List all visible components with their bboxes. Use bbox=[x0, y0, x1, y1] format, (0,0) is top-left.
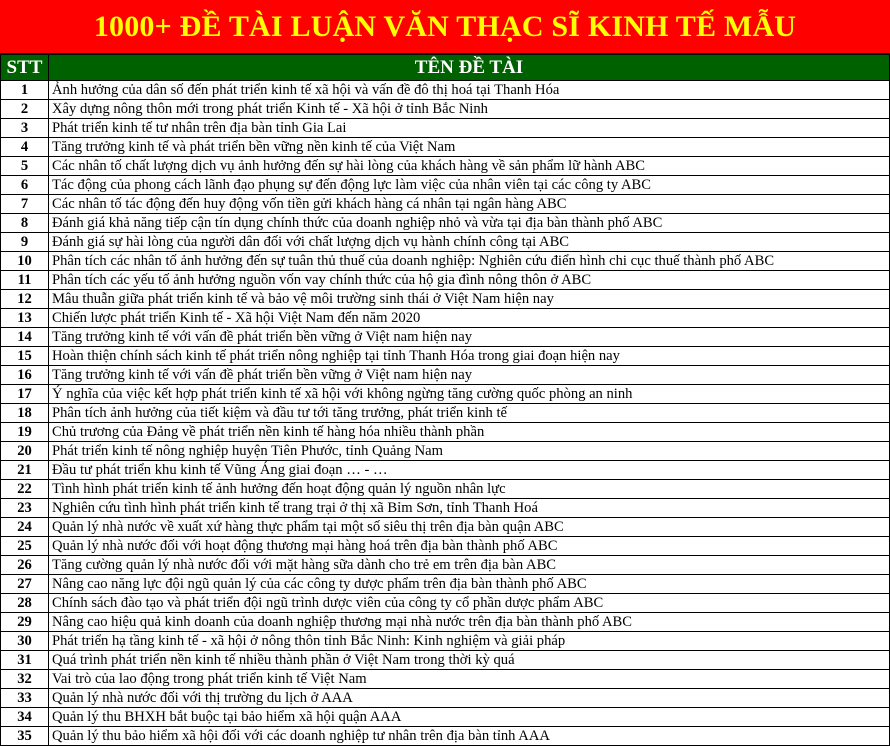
topic-title: Xây dựng nông thôn mới trong phát triển Kinh tế - Xã hội ở tỉnh Bắc Ninh bbox=[49, 100, 890, 119]
row-number: 34 bbox=[1, 708, 49, 727]
topic-title: Nghiên cứu tình hình phát triển kinh tế trang trại ở thị xã Bỉm Sơn, tỉnh Thanh Hoá bbox=[49, 499, 890, 518]
row-number: 29 bbox=[1, 613, 49, 632]
topic-title: Chủ trương của Đảng về phát triển nền kinh tế hàng hóa nhiều thành phần bbox=[49, 423, 890, 442]
topic-title: Hoàn thiện chính sách kinh tế phát triển nông nghiệp tại tỉnh Thanh Hóa trong giai đoạn hiện nay bbox=[49, 347, 890, 366]
table-row bbox=[1, 632, 890, 651]
table-row bbox=[1, 613, 890, 632]
row-number: 2 bbox=[1, 100, 49, 119]
row-number: 17 bbox=[1, 385, 49, 404]
table-row bbox=[1, 689, 890, 708]
topic-title: Tăng trưởng kinh tế và phát triển bền vững nền kinh tế của Việt Nam bbox=[49, 138, 890, 157]
row-number: 12 bbox=[1, 290, 49, 309]
topic-title: Tác động của phong cách lãnh đạo phụng sự đến động lực làm việc của nhân viên tại các công ty ABC bbox=[49, 176, 890, 195]
table-row bbox=[1, 309, 890, 328]
row-number: 28 bbox=[1, 594, 49, 613]
page-title: 1000+ ĐỀ TÀI LUẬN VĂN THẠC SĨ KINH TẾ MẪU bbox=[0, 0, 890, 54]
topic-title: Mâu thuẫn giữa phát triển kinh tế và bảo vệ môi trường sinh thái ở Việt Nam hiện nay bbox=[49, 290, 890, 309]
stt-column-header: STT bbox=[1, 55, 49, 81]
row-number: 9 bbox=[1, 233, 49, 252]
topic-title: Phân tích các yếu tố ảnh hưởng nguồn vốn vay chính thức của hộ gia đình nông thôn ở ABC bbox=[49, 271, 890, 290]
table-row bbox=[1, 214, 890, 233]
topic-title: Vai trò của lao động trong phát triển kinh tế Việt Nam bbox=[49, 670, 890, 689]
row-number: 32 bbox=[1, 670, 49, 689]
table-row bbox=[1, 271, 890, 290]
table-row bbox=[1, 404, 890, 423]
topic-title: Quản lý thu bảo hiểm xã hội đối với các doanh nghiệp tư nhân trên địa bàn tỉnh AAA bbox=[49, 727, 890, 746]
row-number: 21 bbox=[1, 461, 49, 480]
row-number: 4 bbox=[1, 138, 49, 157]
row-number: 5 bbox=[1, 157, 49, 176]
row-number: 11 bbox=[1, 271, 49, 290]
table-row bbox=[1, 100, 890, 119]
table-row bbox=[1, 442, 890, 461]
topic-title: Các nhân tố chất lượng dịch vụ ảnh hưởng đến sự hài lòng của khách hàng về sản phẩm lữ hành ABC bbox=[49, 157, 890, 176]
topic-title: Quản lý thu BHXH bắt buộc tại bảo hiểm xã hội quận AAA bbox=[49, 708, 890, 727]
table-row bbox=[1, 518, 890, 537]
topic-title: Ý nghĩa của việc kết hợp phát triển kinh tế xã hội với không ngừng tăng cường quốc phòng an ninh bbox=[49, 385, 890, 404]
topic-title: Quản lý nhà nước đối với thị trường du lịch ở AAA bbox=[49, 689, 890, 708]
topic-title: Tăng cường quản lý nhà nước đối với mặt hàng sữa dành cho trẻ em trên địa bàn ABC bbox=[49, 556, 890, 575]
row-number: 23 bbox=[1, 499, 49, 518]
topic-title: Quản lý nhà nước về xuất xứ hàng thực phẩm tại một số siêu thị trên địa bàn quận ABC bbox=[49, 518, 890, 537]
table-row bbox=[1, 81, 890, 100]
table-row bbox=[1, 347, 890, 366]
table-row bbox=[1, 537, 890, 556]
row-number: 6 bbox=[1, 176, 49, 195]
row-number: 22 bbox=[1, 480, 49, 499]
topic-title: Đánh giá khả năng tiếp cận tín dụng chính thức của doanh nghiệp nhỏ và vừa tại địa bàn thành phố ABC bbox=[49, 214, 890, 233]
row-number: 16 bbox=[1, 366, 49, 385]
row-number: 30 bbox=[1, 632, 49, 651]
topic-title: Quá trình phát triển nền kinh tế nhiều thành phần ở Việt Nam trong thời kỳ quá bbox=[49, 651, 890, 670]
topic-title: Tăng trưởng kinh tế với vấn đề phát triển bền vững ở Việt nam hiện nay bbox=[49, 328, 890, 347]
table-row bbox=[1, 176, 890, 195]
row-number: 19 bbox=[1, 423, 49, 442]
table-row bbox=[1, 461, 890, 480]
topic-title: Tình hình phát triển kinh tế ảnh hưởng đến hoạt động quản lý nguồn nhân lực bbox=[49, 480, 890, 499]
table-row bbox=[1, 575, 890, 594]
topic-title: Chính sách đào tạo và phát triển đội ngũ trình dược viên của công ty cổ phần dược phẩm ABC bbox=[49, 594, 890, 613]
row-number: 35 bbox=[1, 727, 49, 746]
topic-title: Phát triển hạ tầng kinh tế - xã hội ở nông thôn tỉnh Bắc Ninh: Kinh nghiệm và giải pháp bbox=[49, 632, 890, 651]
row-number: 7 bbox=[1, 195, 49, 214]
row-number: 27 bbox=[1, 575, 49, 594]
row-number: 3 bbox=[1, 119, 49, 138]
topic-title: Chiến lược phát triển Kinh tế - Xã hội Việt Nam đến năm 2020 bbox=[49, 309, 890, 328]
table-row bbox=[1, 423, 890, 442]
topic-title: Nâng cao năng lực đội ngũ quản lý của các công ty dược phẩm trên địa bàn thành phố ABC bbox=[49, 575, 890, 594]
topic-title: Quản lý nhà nước đối với hoạt động thương mại hàng hoá trên địa bàn thành phố ABC bbox=[49, 537, 890, 556]
row-number: 25 bbox=[1, 537, 49, 556]
row-number: 15 bbox=[1, 347, 49, 366]
topic-title: Đầu tư phát triển khu kinh tế Vũng Áng giai đoạn … - … bbox=[49, 461, 890, 480]
row-number: 14 bbox=[1, 328, 49, 347]
table-row bbox=[1, 157, 890, 176]
row-number: 18 bbox=[1, 404, 49, 423]
row-number: 24 bbox=[1, 518, 49, 537]
thesis-topics-table bbox=[0, 54, 890, 746]
row-number: 10 bbox=[1, 252, 49, 271]
topic-title: Phân tích ảnh hưởng của tiết kiệm và đầu tư tới tăng trưởng, phát triển kinh tế bbox=[49, 404, 890, 423]
row-number: 20 bbox=[1, 442, 49, 461]
title-column-header: TÊN ĐỀ TÀI bbox=[49, 55, 890, 81]
topic-title: Phân tích các nhân tố ảnh hưởng đến sự tuân thủ thuế của doanh nghiệp: Nghiên cứu điển hình chi cục thuế thành phố ABC bbox=[49, 252, 890, 271]
table-row bbox=[1, 290, 890, 309]
table-row bbox=[1, 328, 890, 347]
table-row bbox=[1, 556, 890, 575]
topic-title: Các nhân tố tác động đến huy động vốn tiền gửi khách hàng cá nhân tại ngân hàng ABC bbox=[49, 195, 890, 214]
table-row bbox=[1, 119, 890, 138]
table-row bbox=[1, 252, 890, 271]
topic-title: Phát triển kinh tế tư nhân trên địa bàn tỉnh Gia Lai bbox=[49, 119, 890, 138]
row-number: 1 bbox=[1, 81, 49, 100]
topic-title: Phát triển kinh tế nông nghiệp huyện Tiên Phước, tỉnh Quảng Nam bbox=[49, 442, 890, 461]
table-row bbox=[1, 727, 890, 746]
table-row bbox=[1, 594, 890, 613]
table-row bbox=[1, 366, 890, 385]
row-number: 13 bbox=[1, 309, 49, 328]
topic-title: Tăng trưởng kinh tế với vấn đề phát triển bền vững ở Việt nam hiện nay bbox=[49, 366, 890, 385]
row-number: 33 bbox=[1, 689, 49, 708]
table-header-row bbox=[1, 55, 890, 81]
table-row bbox=[1, 233, 890, 252]
row-number: 31 bbox=[1, 651, 49, 670]
table-row bbox=[1, 195, 890, 214]
topic-title: Ảnh hưởng của dân số đến phát triển kinh tế xã hội và vấn đề đô thị hoá tại Thanh Hóa bbox=[49, 81, 890, 100]
table-row bbox=[1, 385, 890, 404]
row-number: 8 bbox=[1, 214, 49, 233]
topic-title: Nâng cao hiệu quả kinh doanh của doanh nghiệp thương mại nhà nước trên địa bàn thành phố ABC bbox=[49, 613, 890, 632]
topic-title: Đánh giá sự hài lòng của người dân đối với chất lượng dịch vụ hành chính công tại ABC bbox=[49, 233, 890, 252]
table-row bbox=[1, 651, 890, 670]
row-number: 26 bbox=[1, 556, 49, 575]
table-row bbox=[1, 499, 890, 518]
table-row bbox=[1, 138, 890, 157]
table-row bbox=[1, 480, 890, 499]
table-row bbox=[1, 670, 890, 689]
table-row bbox=[1, 708, 890, 727]
